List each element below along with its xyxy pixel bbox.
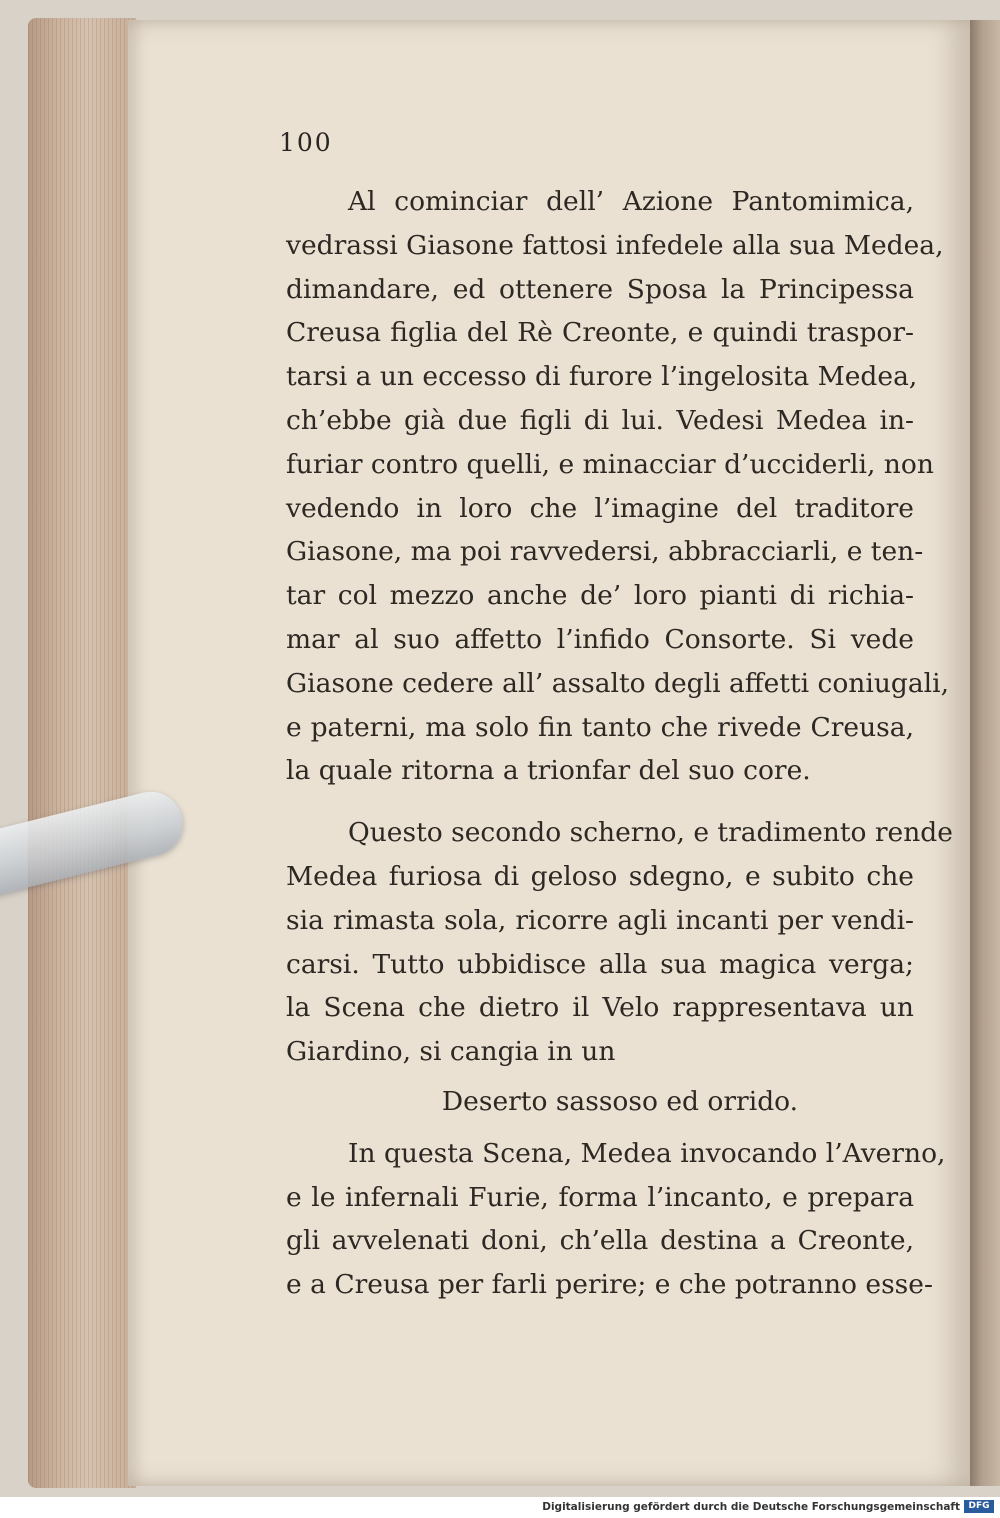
text-line: mar al suo affetto l’infido Consorte. Si vede [286, 623, 914, 655]
text-line: la Scena che dietro il Velo rappresentava un [286, 992, 914, 1024]
text-line: furiar contro quelli, e minacciar d’ucciderli, non [286, 448, 934, 480]
text-line: Creusa figlia del Rè Creonte, e quindi traspor- [286, 317, 914, 349]
body-text [286, 180, 953, 1307]
text-line: la quale ritorna a trionfar del suo core. [286, 755, 811, 787]
text-line: e a Creusa per farli perire; e che potranno esse- [286, 1269, 933, 1301]
book-page-edges-left [28, 18, 136, 1488]
text-line: Giardino, si cangia in un [286, 1036, 616, 1068]
centered-heading-line: Deserto sassoso ed orrido. [441, 1085, 799, 1117]
text-line: gli avvelenati doni, ch’ella destina a Creonte, [286, 1225, 914, 1257]
paragraph-2 [286, 811, 953, 1074]
paragraph-gap [286, 793, 914, 811]
text-line: Al cominciar dell’ Azione Pantomimica, [348, 186, 914, 217]
text-line: tar col mezzo anche de’ loro pianti di richia- [286, 580, 914, 612]
text-line: Questo secondo scherno, e tradimento rende [348, 817, 953, 849]
text-line: tarsi a un eccesso di furore l’ingelosita Medea, [286, 361, 918, 393]
text-line: e paterni, ma solo fin tanto che rivede Creusa, [286, 711, 914, 743]
text-line: Giasone, ma poi ravvedersi, abbracciarli, e ten- [286, 536, 924, 568]
page-number: 100 [279, 128, 333, 157]
text-line: vedrassi Giasone fattosi infedele alla sua Medea, [286, 229, 944, 261]
text-line: In questa Scena, Medea invocando l’Averno, [348, 1137, 946, 1169]
text-line: vedendo in loro che l’imagine del traditore [286, 492, 914, 524]
text-line: ch’ebbe già due figli di lui. Vedesi Medea in- [286, 404, 914, 436]
dfg-logo-icon: DFG [964, 1500, 994, 1513]
text-line: sia rimasta sola, ricorre agli incanti per vendi- [286, 904, 914, 936]
footer-credit: Digitalisierung gefördert durch die Deutsche Forschungsgemeinschaft [542, 1501, 960, 1513]
book-gutter-right [970, 20, 1000, 1486]
text-line: dimandare, ed ottenere Sposa la Principessa [286, 273, 914, 305]
text-line: e le infernali Furie, forma l’incanto, e prepara [286, 1181, 914, 1213]
text-line: Medea furiosa di geloso sdegno, e subito che [286, 860, 914, 892]
text-line: Giasone cedere all’ assalto degli affetti coniugali, [286, 667, 950, 699]
paragraph-1 [286, 180, 950, 793]
text-line: carsi. Tutto ubbidisce alla sua magica verga; [286, 948, 914, 980]
paragraph-3 [286, 1132, 946, 1307]
